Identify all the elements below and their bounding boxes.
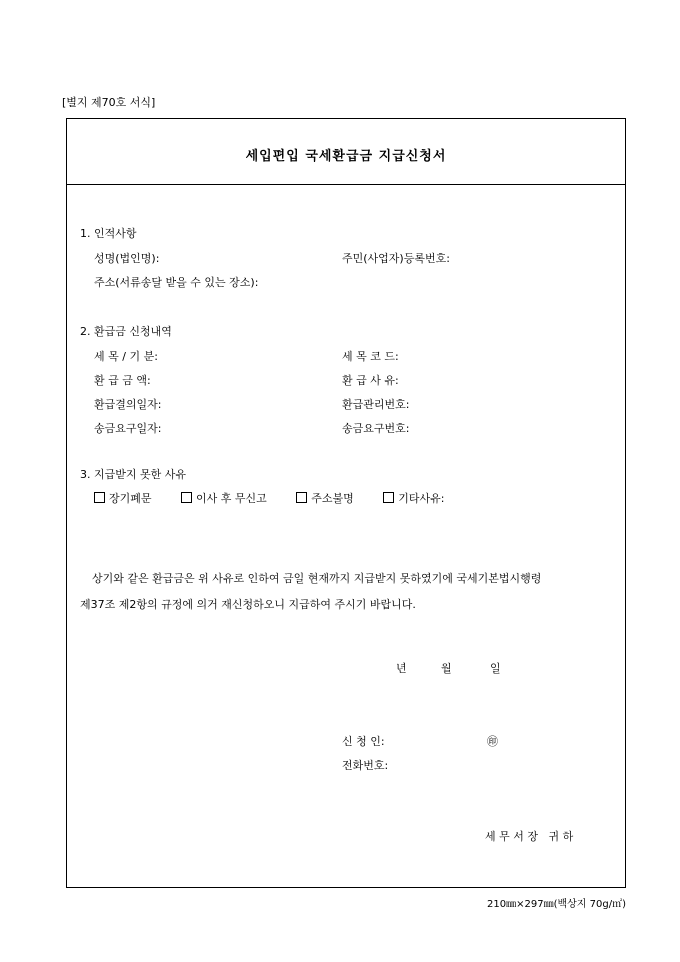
address-label: 주소(서류송달 받을 수 있는 장소): <box>94 276 259 289</box>
seal-mark: ㊞ <box>487 735 498 748</box>
section-personal-heading: 1. 인적사항 <box>80 227 137 240</box>
tax-code-label: 세 목 코 드: <box>342 350 399 363</box>
statement-line: 제37조 제2항의 규정에 의거 재신청하오니 지급하여 주시기 바랍니다. <box>80 598 416 611</box>
checkbox[interactable] <box>94 492 105 503</box>
title-divider <box>67 184 625 185</box>
option-address-unknown[interactable]: 주소불명 <box>296 492 354 506</box>
addressee-label: 세 무 서 장 귀 하 <box>485 830 574 843</box>
section-refund-heading: 2. 환급금 신청내역 <box>80 325 172 338</box>
refund-amount-label: 환 급 금 액: <box>94 374 151 387</box>
form-title: 세입편입 국세환급금 지급신청서 <box>245 149 447 164</box>
paper-spec: 210㎜×297㎜(백상지 70g/㎡) <box>487 899 626 910</box>
date-year-label: 년 <box>396 662 407 675</box>
reason-options <box>94 492 471 506</box>
checkbox[interactable] <box>181 492 192 503</box>
management-number-label: 환급관리번호: <box>342 398 410 411</box>
tax-item-label: 세 목 / 기 분: <box>94 350 158 363</box>
applicant-label: 신 청 인: <box>342 735 385 748</box>
section-reason-heading: 3. 지급받지 못한 사유 <box>80 468 186 481</box>
decision-date-label: 환급결의일자: <box>94 398 162 411</box>
name-label: 성명(법인명): <box>94 252 160 265</box>
form-number-label: [별지 제70호 서식] <box>62 96 156 109</box>
date-day-label: 일 <box>490 662 501 675</box>
statement-line: 상기와 같은 환급금은 위 사유로 인하여 금일 현재까지 지급받지 못하였기에 국세기본법시행령 <box>92 572 542 585</box>
checkbox[interactable] <box>296 492 307 503</box>
resident-number-label: 주민(사업자)등록번호: <box>342 252 450 265</box>
date-month-label: 월 <box>441 662 452 675</box>
option-moved-unreported[interactable]: 이사 후 무신고 <box>181 492 267 506</box>
remit-request-number-label: 송금요구번호: <box>342 422 410 435</box>
remit-request-date-label: 송금요구일자: <box>94 422 162 435</box>
statement-paragraph <box>80 566 618 618</box>
phone-label: 전화번호: <box>342 759 389 772</box>
option-long-closed[interactable]: 장기폐문 <box>94 492 152 506</box>
refund-reason-label: 환 급 사 유: <box>342 374 399 387</box>
option-other-reason[interactable]: 기타사유: <box>383 492 444 506</box>
checkbox[interactable] <box>383 492 394 503</box>
